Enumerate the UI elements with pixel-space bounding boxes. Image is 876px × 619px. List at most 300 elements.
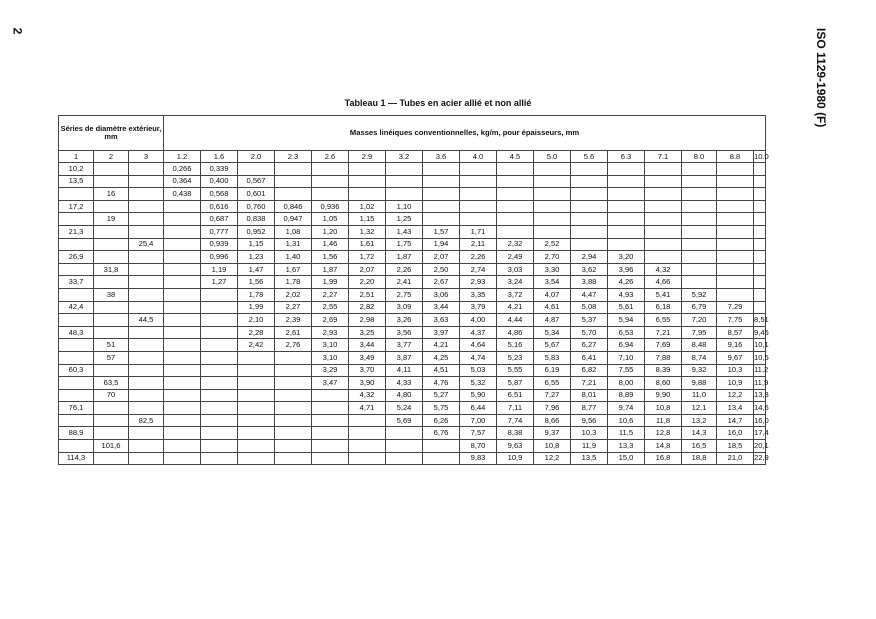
mass-cell: 9,56 <box>571 414 608 427</box>
mass-cell: 9,88 <box>682 377 717 390</box>
mass-cell: 1,99 <box>238 301 275 314</box>
mass-cell: 3,49 <box>349 351 386 364</box>
empty-cell <box>349 414 386 427</box>
empty-cell <box>682 251 717 264</box>
empty-cell <box>238 452 275 465</box>
table-row <box>59 339 766 352</box>
mass-cell: 12,2 <box>534 452 571 465</box>
series-cell: 48,3 <box>59 326 94 339</box>
mass-cell: 0,400 <box>201 175 238 188</box>
mass-cell: 3,30 <box>534 263 571 276</box>
mass-cell: 5,90 <box>460 389 497 402</box>
standard-reference: ISO 1129-1980 (F) <box>814 28 828 128</box>
empty-cell <box>497 175 534 188</box>
empty-cell <box>460 188 497 201</box>
empty-cell <box>571 238 608 251</box>
mass-cell: 7,10 <box>608 351 645 364</box>
series-cell <box>94 427 129 440</box>
series-cell <box>94 200 129 213</box>
mass-cell: 1,05 <box>312 213 349 226</box>
mass-cell: 2,93 <box>460 276 497 289</box>
mass-cell: 5,08 <box>571 301 608 314</box>
mass-cell: 2,51 <box>349 288 386 301</box>
table-row <box>59 276 766 289</box>
mass-cell: 2,94 <box>571 251 608 264</box>
mass-cell: 3,09 <box>386 301 423 314</box>
mass-cell: 16,5 <box>682 440 717 453</box>
empty-cell <box>238 389 275 402</box>
mass-cell: 3,44 <box>423 301 460 314</box>
empty-cell <box>754 288 766 301</box>
empty-cell <box>201 326 238 339</box>
mass-cell: 1,23 <box>238 251 275 264</box>
mass-cell: 2,07 <box>349 263 386 276</box>
empty-cell <box>349 175 386 188</box>
empty-cell <box>275 188 312 201</box>
empty-cell <box>423 440 460 453</box>
series-cell <box>59 377 94 390</box>
series-cell <box>94 364 129 377</box>
mass-cell: 14,6 <box>754 402 766 415</box>
mass-cell: 2,41 <box>386 276 423 289</box>
empty-cell <box>682 263 717 276</box>
empty-cell <box>312 440 349 453</box>
mass-cell: 4,64 <box>460 339 497 352</box>
series-col-header: 1 <box>59 151 94 163</box>
series-cell <box>129 402 164 415</box>
series-cell <box>94 452 129 465</box>
series-cell <box>129 276 164 289</box>
mass-cell: 0,939 <box>201 238 238 251</box>
series-cell <box>59 440 94 453</box>
mass-cell: 0,568 <box>201 188 238 201</box>
empty-cell <box>238 364 275 377</box>
table-row <box>59 188 766 201</box>
series-cell <box>129 200 164 213</box>
mass-cell: 8,70 <box>460 440 497 453</box>
mass-cell: 10,6 <box>608 414 645 427</box>
series-cell: 38 <box>94 288 129 301</box>
empty-cell <box>571 163 608 176</box>
mass-cell: 17,4 <box>754 427 766 440</box>
empty-cell <box>571 188 608 201</box>
mass-cell: 0,438 <box>164 188 201 201</box>
mass-cell: 14,8 <box>645 440 682 453</box>
mass-cell: 15,0 <box>608 452 645 465</box>
mass-cell: 9,83 <box>460 452 497 465</box>
empty-cell <box>717 200 754 213</box>
mass-cell: 7,88 <box>645 351 682 364</box>
mass-cell: 8,48 <box>682 339 717 352</box>
mass-cell: 7,55 <box>608 364 645 377</box>
mass-cell: 1,47 <box>238 263 275 276</box>
empty-cell <box>312 427 349 440</box>
empty-cell <box>682 238 717 251</box>
series-cell <box>129 288 164 301</box>
empty-cell <box>275 452 312 465</box>
mass-cell: 1,57 <box>423 225 460 238</box>
mass-cell: 4,37 <box>460 326 497 339</box>
mass-cell: 7,20 <box>682 314 717 327</box>
empty-cell <box>201 314 238 327</box>
mass-cell: 2,26 <box>386 263 423 276</box>
mass-cell: 1,56 <box>238 276 275 289</box>
table-row <box>59 175 766 188</box>
empty-cell <box>754 225 766 238</box>
thickness-col-header: 5.0 <box>534 151 571 163</box>
empty-cell <box>645 188 682 201</box>
empty-cell <box>571 175 608 188</box>
mass-cell: 2,69 <box>312 314 349 327</box>
thickness-col-header: 6.3 <box>608 151 645 163</box>
empty-cell <box>754 175 766 188</box>
series-col-header: 3 <box>129 151 164 163</box>
mass-cell: 3,20 <box>608 251 645 264</box>
mass-cell: 1,08 <box>275 225 312 238</box>
empty-cell <box>164 414 201 427</box>
mass-cell: 3,70 <box>349 364 386 377</box>
mass-cell: 3,29 <box>312 364 349 377</box>
empty-cell <box>717 276 754 289</box>
empty-cell <box>201 364 238 377</box>
mass-cell: 3,10 <box>312 339 349 352</box>
mass-cell: 16,0 <box>717 427 754 440</box>
mass-cell: 3,62 <box>571 263 608 276</box>
column-header-row <box>59 151 766 163</box>
mass-cell: 1,94 <box>423 238 460 251</box>
mass-cell: 1,46 <box>312 238 349 251</box>
empty-cell <box>238 440 275 453</box>
mass-cell: 4,21 <box>497 301 534 314</box>
mass-cell: 9,45 <box>754 326 766 339</box>
empty-cell <box>571 225 608 238</box>
table-row <box>59 301 766 314</box>
mass-cell: 0,947 <box>275 213 312 226</box>
empty-cell <box>201 301 238 314</box>
table-row <box>59 163 766 176</box>
empty-cell <box>238 163 275 176</box>
empty-cell <box>201 339 238 352</box>
mass-cell: 0,936 <box>312 200 349 213</box>
series-cell: 70 <box>94 389 129 402</box>
mass-cell: 7,11 <box>497 402 534 415</box>
table-row <box>59 213 766 226</box>
empty-cell <box>164 251 201 264</box>
empty-cell <box>349 440 386 453</box>
empty-cell <box>312 452 349 465</box>
empty-cell <box>608 225 645 238</box>
series-cell <box>129 377 164 390</box>
mass-cell: 8,89 <box>608 389 645 402</box>
empty-cell <box>349 452 386 465</box>
empty-cell <box>164 276 201 289</box>
empty-cell <box>349 188 386 201</box>
empty-cell <box>275 427 312 440</box>
mass-cell: 9,16 <box>717 339 754 352</box>
table-row <box>59 427 766 440</box>
mass-cell: 8,57 <box>717 326 754 339</box>
empty-cell <box>423 175 460 188</box>
empty-cell <box>164 238 201 251</box>
thickness-col-header: 2.0 <box>238 151 275 163</box>
thickness-col-header: 2.3 <box>275 151 312 163</box>
empty-cell <box>717 163 754 176</box>
mass-cell: 11,0 <box>682 389 717 402</box>
table-row <box>59 402 766 415</box>
mass-cell: 5,61 <box>608 301 645 314</box>
table-row <box>59 225 766 238</box>
mass-cell: 7,29 <box>717 301 754 314</box>
series-cell <box>94 402 129 415</box>
empty-cell <box>534 225 571 238</box>
series-cell <box>94 326 129 339</box>
series-cell: 25,4 <box>129 238 164 251</box>
mass-cell: 5,92 <box>682 288 717 301</box>
table-row <box>59 238 766 251</box>
mass-cell: 4,86 <box>497 326 534 339</box>
mass-cell: 3,63 <box>423 314 460 327</box>
empty-cell <box>460 200 497 213</box>
empty-cell <box>608 200 645 213</box>
mass-cell: 3,72 <box>497 288 534 301</box>
thickness-col-header: 1.2 <box>164 151 201 163</box>
empty-cell <box>497 200 534 213</box>
mass-cell: 3,87 <box>386 351 423 364</box>
mass-cell: 7,95 <box>682 326 717 339</box>
empty-cell <box>460 163 497 176</box>
mass-cell: 1,78 <box>275 276 312 289</box>
mass-cell: 8,74 <box>682 351 717 364</box>
series-header: Séries de diamètre extérieur, mm <box>59 116 164 151</box>
thickness-col-header: 2.9 <box>349 151 386 163</box>
mass-cell: 12,1 <box>682 402 717 415</box>
mass-cell: 1,27 <box>201 276 238 289</box>
series-cell <box>59 314 94 327</box>
mass-cell: 4,00 <box>460 314 497 327</box>
empty-cell <box>645 225 682 238</box>
mass-cell: 10,8 <box>534 440 571 453</box>
table-row <box>59 251 766 264</box>
mass-cell: 9,32 <box>682 364 717 377</box>
empty-cell <box>682 276 717 289</box>
mass-cell: 4,61 <box>534 301 571 314</box>
mass-cell: 18,5 <box>717 440 754 453</box>
mass-cell: 11,5 <box>608 427 645 440</box>
thickness-col-header: 3.2 <box>386 151 423 163</box>
series-cell: 21,3 <box>59 225 94 238</box>
empty-cell <box>754 238 766 251</box>
mass-cell: 3,77 <box>386 339 423 352</box>
mass-cell: 5,16 <box>497 339 534 352</box>
mass-cell: 2,27 <box>312 288 349 301</box>
mass-cell: 5,83 <box>534 351 571 364</box>
series-cell <box>129 251 164 264</box>
mass-cell: 1,67 <box>275 263 312 276</box>
empty-cell <box>571 200 608 213</box>
series-cell <box>129 213 164 226</box>
mass-cell: 4,51 <box>423 364 460 377</box>
series-cell: 63,5 <box>94 377 129 390</box>
mass-cell: 9,37 <box>534 427 571 440</box>
empty-cell <box>164 389 201 402</box>
mass-cell: 6,76 <box>423 427 460 440</box>
mass-cell: 11,9 <box>571 440 608 453</box>
table-row <box>59 364 766 377</box>
empty-cell <box>682 213 717 226</box>
empty-cell <box>201 427 238 440</box>
series-cell <box>59 288 94 301</box>
empty-cell <box>386 452 423 465</box>
empty-cell <box>238 427 275 440</box>
empty-cell <box>534 188 571 201</box>
empty-cell <box>645 175 682 188</box>
series-cell: 42,4 <box>59 301 94 314</box>
mass-cell: 1,10 <box>386 200 423 213</box>
table-row <box>59 414 766 427</box>
series-cell <box>129 301 164 314</box>
empty-cell <box>201 377 238 390</box>
mass-cell: 9,63 <box>497 440 534 453</box>
thickness-col-header: 10.0 <box>754 151 769 161</box>
mass-cell: 2,70 <box>534 251 571 264</box>
mass-cell: 4,11 <box>386 364 423 377</box>
mass-cell: 1,87 <box>312 263 349 276</box>
empty-cell <box>201 452 238 465</box>
mass-cell: 1,61 <box>349 238 386 251</box>
empty-cell <box>201 351 238 364</box>
mass-cell: 8,00 <box>608 377 645 390</box>
empty-cell <box>460 175 497 188</box>
mass-cell: 21,0 <box>717 452 754 465</box>
empty-cell <box>534 175 571 188</box>
empty-cell <box>645 251 682 264</box>
series-cell <box>59 414 94 427</box>
empty-cell <box>717 225 754 238</box>
table-row <box>59 200 766 213</box>
mass-cell: 6,51 <box>497 389 534 402</box>
empty-cell <box>717 175 754 188</box>
mass-cell: 4,80 <box>386 389 423 402</box>
mass-cell: 2,76 <box>275 339 312 352</box>
mass-cell: 0,567 <box>238 175 275 188</box>
series-cell <box>129 339 164 352</box>
empty-cell <box>164 402 201 415</box>
mass-cell: 7,27 <box>534 389 571 402</box>
empty-cell <box>682 163 717 176</box>
series-cell <box>94 314 129 327</box>
mass-cell: 4,32 <box>349 389 386 402</box>
mass-cell: 8,60 <box>645 377 682 390</box>
mass-cell: 4,26 <box>608 276 645 289</box>
series-cell <box>59 351 94 364</box>
mass-cell: 14,7 <box>717 414 754 427</box>
mass-cell: 4,74 <box>460 351 497 364</box>
mass-cell: 1,19 <box>201 263 238 276</box>
empty-cell <box>201 414 238 427</box>
mass-cell: 2,75 <box>386 288 423 301</box>
mass-cell: 9,90 <box>645 389 682 402</box>
mass-cell: 0,364 <box>164 175 201 188</box>
table-row <box>59 377 766 390</box>
mass-cell: 5,75 <box>423 402 460 415</box>
series-cell <box>129 351 164 364</box>
empty-cell <box>682 188 717 201</box>
table-row <box>59 389 766 402</box>
series-cell: 19 <box>94 213 129 226</box>
empty-cell <box>386 188 423 201</box>
thickness-col-header: 2.6 <box>312 151 349 163</box>
mass-cell: 1,56 <box>312 251 349 264</box>
mass-cell: 5,67 <box>534 339 571 352</box>
empty-cell <box>164 225 201 238</box>
series-cell: 26,9 <box>59 251 94 264</box>
mass-cell: 2,50 <box>423 263 460 276</box>
empty-cell <box>238 351 275 364</box>
series-cell: 88,9 <box>59 427 94 440</box>
thickness-col-header: 5.6 <box>571 151 608 163</box>
empty-cell <box>645 238 682 251</box>
mass-cell: 0,760 <box>238 200 275 213</box>
series-cell <box>129 188 164 201</box>
masses-header: Masses linéiques conventionnelles, kg/m, pour épaisseurs, mm <box>164 116 766 151</box>
empty-cell <box>754 263 766 276</box>
mass-cell: 6,41 <box>571 351 608 364</box>
mass-cell: 5,24 <box>386 402 423 415</box>
mass-cell: 1,25 <box>386 213 423 226</box>
series-cell: 60,3 <box>59 364 94 377</box>
series-cell <box>94 251 129 264</box>
mass-cell: 10,9 <box>497 452 534 465</box>
table-row <box>59 452 766 465</box>
tube-mass-table <box>58 115 769 465</box>
series-cell: 16 <box>94 188 129 201</box>
series-cell <box>59 213 94 226</box>
series-cell: 51 <box>94 339 129 352</box>
mass-cell: 4,25 <box>423 351 460 364</box>
empty-cell <box>497 213 534 226</box>
series-cell <box>129 225 164 238</box>
mass-cell: 5,23 <box>497 351 534 364</box>
mass-cell: 16,0 <box>754 414 766 427</box>
empty-cell <box>164 301 201 314</box>
mass-cell: 7,69 <box>645 339 682 352</box>
empty-cell <box>164 427 201 440</box>
mass-cell: 9,74 <box>608 402 645 415</box>
empty-cell <box>608 188 645 201</box>
mass-cell: 6,94 <box>608 339 645 352</box>
mass-cell: 8,66 <box>534 414 571 427</box>
table-row <box>59 314 766 327</box>
mass-cell: 6,18 <box>645 301 682 314</box>
empty-cell <box>164 364 201 377</box>
empty-cell <box>312 163 349 176</box>
mass-cell: 10,3 <box>717 364 754 377</box>
empty-cell <box>534 200 571 213</box>
mass-cell: 3,06 <box>423 288 460 301</box>
empty-cell <box>312 389 349 402</box>
mass-cell: 8,01 <box>571 389 608 402</box>
thickness-col-header: 8.0 <box>682 151 717 163</box>
empty-cell <box>164 339 201 352</box>
mass-cell: 2,74 <box>460 263 497 276</box>
mass-cell: 1,75 <box>386 238 423 251</box>
mass-cell: 11,9 <box>754 377 766 390</box>
mass-cell: 6,79 <box>682 301 717 314</box>
mass-cell: 3,24 <box>497 276 534 289</box>
empty-cell <box>423 188 460 201</box>
series-cell <box>129 440 164 453</box>
mass-cell: 0,601 <box>238 188 275 201</box>
